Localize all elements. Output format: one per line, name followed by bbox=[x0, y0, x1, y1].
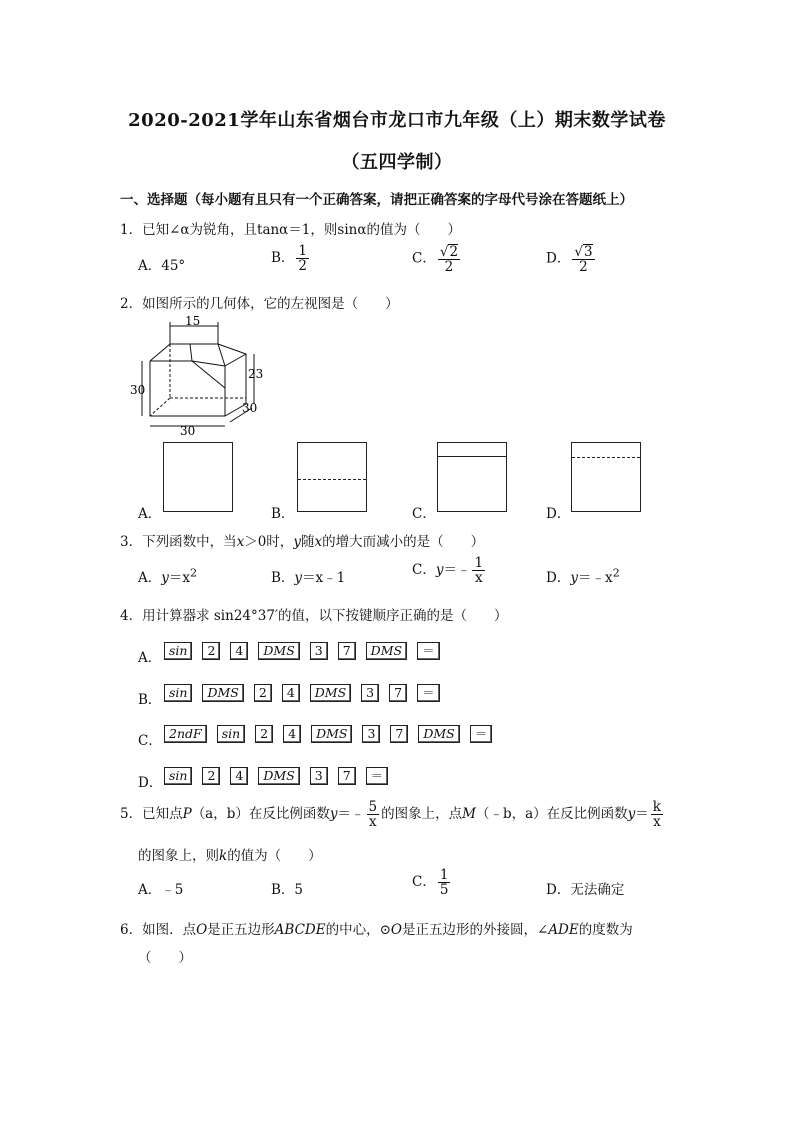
denominator: 2 bbox=[444, 259, 454, 276]
calculator-key: 7 bbox=[390, 725, 408, 743]
outline-edge bbox=[150, 344, 246, 416]
question-6-line2: （ ） bbox=[138, 950, 192, 966]
calculator-key: 4 bbox=[230, 767, 248, 785]
q3-option-a: A．$y=x^2$ bbox=[138, 566, 198, 586]
front-face-edge bbox=[150, 361, 225, 416]
q4-option-c: C． 2ndF sin 2 4 DMS 3 7 DMS ＝ bbox=[138, 723, 502, 743]
dashed-line bbox=[572, 457, 640, 458]
calculator-key: sin bbox=[164, 767, 192, 785]
q5-option-a: A．﹣5 bbox=[138, 882, 184, 898]
q2-option-b-label: B． bbox=[271, 506, 295, 522]
option-label: D． bbox=[546, 250, 571, 267]
q1-option-b bbox=[271, 244, 311, 273]
question-5-stem: 5．已知点P（a，b）在反比例函数y＝﹣ $\frac{5}{x}$ 的图象上，点M（﹣b，a）在反比例函数y＝ $\frac{k}{x}$ bbox=[120, 799, 661, 831]
q2-option-d-label: D． bbox=[546, 506, 571, 522]
calculator-key: sin bbox=[217, 725, 245, 743]
calculator-key: ＝ bbox=[417, 642, 440, 660]
calculator-key: 7 bbox=[338, 642, 356, 660]
calculator-key: 4 bbox=[230, 642, 248, 660]
q2-option-d-view bbox=[571, 442, 641, 512]
dim-label-left: 30 bbox=[130, 383, 146, 397]
calculator-key: DMS bbox=[202, 684, 243, 702]
calculator-key: 2 bbox=[254, 684, 272, 702]
calculator-key: sin bbox=[164, 642, 192, 660]
calculator-key: DMS bbox=[366, 642, 407, 660]
radicand: 2 bbox=[449, 244, 459, 260]
dim-label-bottom: 30 bbox=[180, 424, 196, 436]
solid-figure bbox=[130, 316, 280, 436]
ridge-edge-2 bbox=[218, 344, 225, 366]
dim-label-depth: 30 bbox=[242, 401, 258, 415]
calculator-key: 3 bbox=[310, 767, 328, 785]
question-6-stem: 6．如图．点O是正五边形ABCDE的中心，⊙O是正五边形的外接圆，∠ADE的度数为 bbox=[120, 922, 633, 938]
calculator-key: 4 bbox=[283, 725, 301, 743]
calculator-key: DMS bbox=[258, 767, 299, 785]
denominator: 2 bbox=[579, 259, 588, 276]
calculator-key: 3 bbox=[310, 642, 328, 660]
q3-option-c: C．y＝﹣ $\frac{1}{x}$ bbox=[412, 555, 484, 587]
question-3-stem: 3．下列函数中，当x＞0时，y随x的增大而减小的是（ ） bbox=[120, 534, 485, 550]
calculator-key: 7 bbox=[389, 684, 407, 702]
question-2-stem: 2．如图所示的几何体，它的左视图是（ ） bbox=[120, 296, 399, 312]
section-heading: 一、选择题（每小题有且只有一个正确答案，请把正确答案的字母代号涂在答题纸上） bbox=[120, 192, 633, 208]
calculator-key: ＝ bbox=[417, 684, 440, 702]
q1-option-a: A．45° bbox=[138, 258, 186, 274]
ridge-edge bbox=[190, 344, 192, 361]
q4-option-d: D． sin 2 4 DMS 3 7 ＝ bbox=[138, 765, 398, 785]
q2-option-a-label: A． bbox=[138, 506, 162, 522]
sqrt-sign: √ bbox=[439, 244, 449, 260]
calculator-key: DMS bbox=[258, 642, 299, 660]
page-subtitle: （五四学制） bbox=[341, 152, 453, 173]
calculator-key: ＝ bbox=[470, 725, 493, 743]
dashed-line bbox=[298, 479, 366, 480]
calculator-key: sin bbox=[164, 684, 192, 702]
dim-label-right: 23 bbox=[248, 367, 264, 381]
calculator-key: ＝ bbox=[366, 767, 389, 785]
calculator-key: 4 bbox=[282, 684, 300, 702]
calculator-key: 7 bbox=[338, 767, 356, 785]
q4-option-b: B． sin DMS 2 4 DMS 3 7 ＝ bbox=[138, 682, 450, 702]
calculator-key: 3 bbox=[361, 684, 379, 702]
solid-line bbox=[438, 456, 506, 457]
q3-option-b: B．y＝x﹣1 bbox=[271, 570, 346, 586]
q5-option-c: C． $\frac{1}{5}$ bbox=[412, 867, 449, 899]
q2-option-b-view bbox=[297, 442, 367, 512]
calculator-key: DMS bbox=[311, 725, 352, 743]
q1-option-c bbox=[412, 244, 462, 274]
calculator-key: DMS bbox=[310, 684, 351, 702]
q1-option-d bbox=[546, 244, 597, 274]
question-1-stem: 1．已知∠α为锐角，且tanα＝1，则sinα的值为（ ） bbox=[120, 222, 461, 238]
radicand: 3 bbox=[583, 244, 593, 260]
question-5-line2: 的图象上，则k的值为（ ） bbox=[138, 848, 322, 864]
denominator: 2 bbox=[298, 258, 308, 275]
q2-option-a-view bbox=[163, 442, 233, 512]
calculator-key: 2 bbox=[202, 642, 220, 660]
q5-option-b: B．5 bbox=[271, 882, 304, 898]
sqrt-sign: √ bbox=[574, 244, 583, 260]
q4-option-a: A． sin 2 4 DMS 3 7 DMS ＝ bbox=[138, 640, 450, 660]
calculator-key: 2 bbox=[202, 767, 220, 785]
numerator: 1 bbox=[298, 243, 308, 259]
dim-label-top: 15 bbox=[185, 316, 201, 328]
q5-option-d: D．无法确定 bbox=[546, 882, 625, 898]
calculator-key: 3 bbox=[362, 725, 380, 743]
option-label: B． bbox=[271, 250, 295, 267]
q2-option-c-label: C． bbox=[412, 506, 436, 522]
hidden-edge bbox=[150, 398, 170, 416]
page-title: 2020-2021学年山东省烟台市龙口市九年级（上）期末数学试卷 bbox=[128, 110, 666, 131]
top-right-edge bbox=[225, 354, 246, 366]
calculator-key: 2 bbox=[255, 725, 273, 743]
calculator-key: DMS bbox=[418, 725, 459, 743]
q2-option-c-view bbox=[437, 442, 507, 512]
option-label: C． bbox=[412, 250, 436, 267]
calculator-key: 2ndF bbox=[164, 725, 207, 743]
q3-option-d: D．$y=﹣x^2$ bbox=[546, 566, 620, 586]
question-4-stem: 4．用计算器求 sin24°37′的值，以下按键顺序正确的是（ ） bbox=[120, 608, 508, 624]
